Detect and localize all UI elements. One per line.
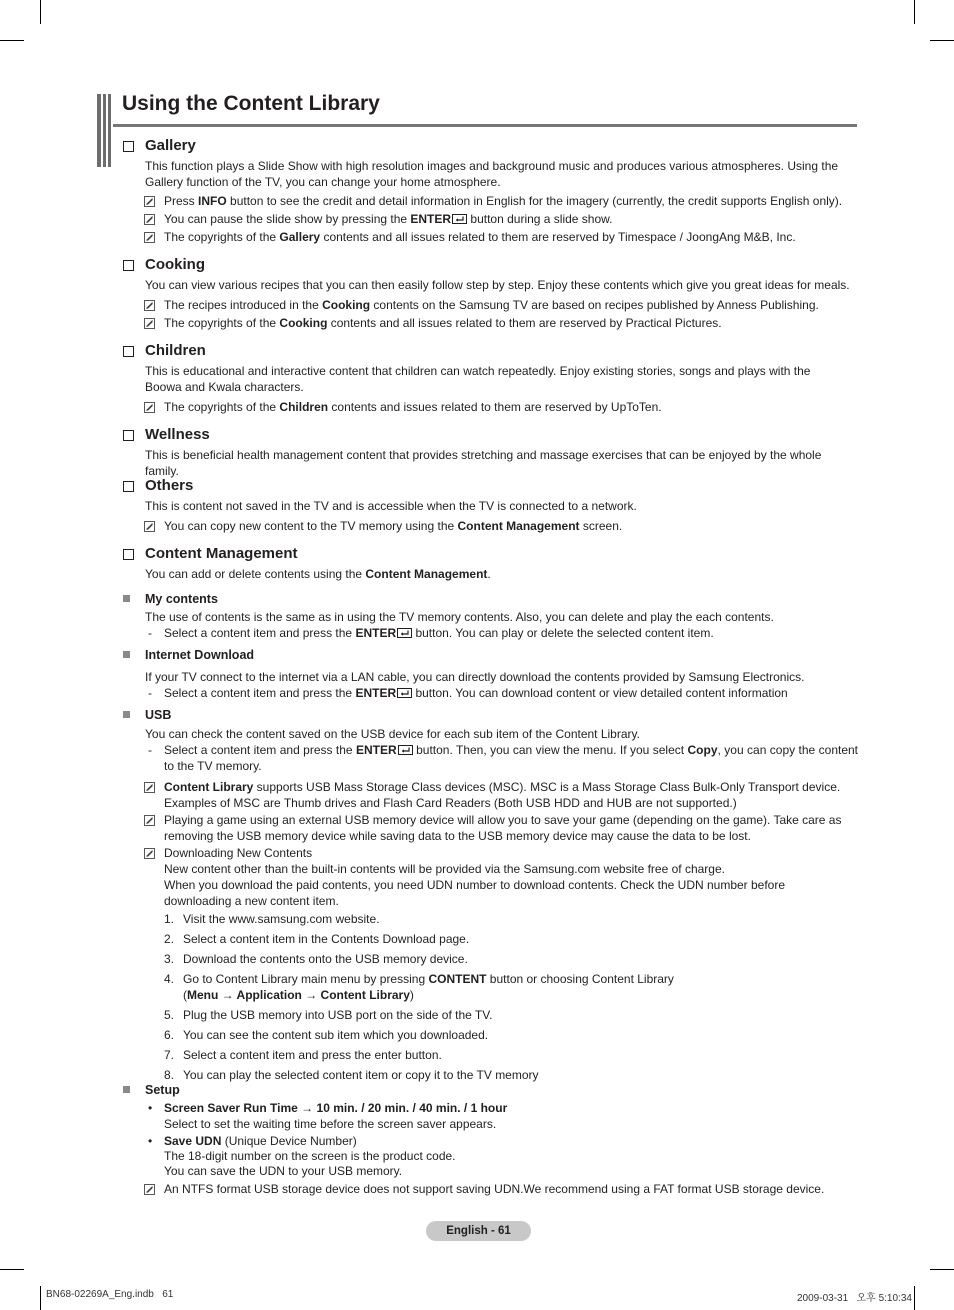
note-icon: [144, 214, 155, 225]
page-title: Using the Content Library: [122, 92, 380, 115]
section-heading: Gallery: [122, 136, 858, 156]
crop-mark: [914, 0, 915, 24]
subsection-my-contents: [122, 591, 858, 641]
numbered-step: 3. Download the contents onto the USB memory device.: [164, 952, 468, 966]
note-icon: [144, 318, 155, 329]
numbered-step: 8. You can play the selected content item or copy it to the TV memory: [164, 1068, 539, 1082]
subsection-internet-download: [122, 647, 858, 701]
note-icon: [144, 196, 155, 207]
note: You can copy new content to the TV memory using the Content Management screen.: [122, 518, 858, 534]
section-heading: Content Management: [122, 544, 858, 564]
section-heading: Cooking: [122, 255, 858, 275]
note: Playing a game using an external USB memory device will allow you to save your game (depending on the game). Take care as removing the USB memory device while saving data to the USB memory device may cause the data to be lost.: [122, 812, 858, 844]
dash-item: - Select a content item and press the ENTER button. You can play or delete the selected content item.: [148, 626, 714, 640]
note-icon: [144, 521, 155, 532]
numbered-step: 5. Plug the USB memory into USB port on the side of the TV.: [164, 1008, 493, 1022]
crop-mark: [930, 40, 954, 41]
numbered-step: 6. You can see the content sub item which you downloaded.: [164, 1028, 489, 1042]
subsection-usb: [122, 707, 858, 1083]
section-heading: Children: [122, 341, 858, 361]
section-heading: Others: [122, 476, 858, 496]
square-bullet-icon: [123, 651, 130, 658]
section-desc: This function plays a Slide Show with high resolution images and background music and produces various atmospheres. Using the Gallery function of the TV, you can change your home atmosphere.: [145, 159, 839, 189]
crop-mark: [0, 40, 24, 41]
section-gallery: [122, 136, 858, 245]
square-bullet-icon: [123, 595, 130, 602]
subsection-desc: If your TV connect to the internet via a LAN cable, you can directly download the contents provided by Samsung Electronics.: [145, 670, 805, 684]
note: The copyrights of the Children contents and issues related to them are reserved by UpToTen.: [122, 399, 858, 415]
crop-mark: [914, 1286, 915, 1310]
note: The recipes introduced in the Cooking contents on the Samsung TV are based on recipes published by Anness Publishing.: [122, 297, 858, 313]
note-icon: [144, 848, 155, 859]
subsection-setup: [122, 1082, 858, 1197]
note: The copyrights of the Cooking contents and all issues related to them are reserved by Practical Pictures.: [122, 315, 858, 331]
note-icon: [144, 300, 155, 311]
note: Press INFO button to see the credit and detail information in English for the imagery (currently, the credit supports English only).: [122, 193, 858, 209]
crop-mark: [40, 0, 41, 24]
header-bars: [97, 94, 111, 167]
square-bullet-icon: [123, 1086, 130, 1093]
note: The copyrights of the Gallery contents and all issues related to them are reserved by Timespace / JoongAng M&B, Inc.: [122, 229, 858, 245]
note-icon: [144, 402, 155, 413]
subsection-desc: The use of contents is the same as in using the TV memory contents. Also, you can delete and play the each contents.: [145, 610, 774, 624]
enter-icon: [452, 214, 467, 224]
numbered-step: 2. Select a content item in the Contents Download page.: [164, 932, 470, 946]
enter-icon: [397, 628, 412, 638]
note-icon: [144, 1184, 155, 1195]
enter-icon: [397, 688, 412, 698]
section-others: [122, 476, 858, 534]
title-rule: [113, 124, 857, 127]
numbered-step: 1. Visit the www.samsung.com website.: [164, 912, 380, 926]
footer-file-label: BN68-02269A_Eng.indb 61: [46, 1289, 174, 1300]
section-desc: This is beneficial health management content that provides stretching and massage exercises that can be enjoyed by the whole family.: [145, 448, 822, 478]
checkbox-icon: [123, 141, 134, 152]
subsection-heading: Internet Download: [122, 647, 858, 663]
section-content-management: [122, 544, 858, 582]
section-cooking: [122, 255, 858, 331]
subsection-heading: USB: [122, 707, 858, 723]
checkbox-icon: [123, 430, 134, 441]
numbered-step: 7. Select a content item and press the enter button.: [164, 1048, 442, 1062]
square-bullet-icon: [123, 711, 130, 718]
page-number-badge: English - 61: [426, 1221, 531, 1241]
crop-mark: [0, 1269, 24, 1270]
section-desc: You can add or delete contents using the Content Management.: [145, 567, 491, 581]
section-desc: This is educational and interactive content that children can watch repeatedly. Enjoy existing stories, songs and plays with the Boowa and Kwala characters.: [145, 364, 811, 394]
bullet-item: • Save UDN (Unique Device Number) The 18-digit number on the screen is the product code. You can save the UDN to your USB memory.: [148, 1134, 456, 1178]
subsection-heading: Setup: [122, 1082, 858, 1098]
checkbox-icon: [123, 260, 134, 271]
subsection-desc: You can check the content saved on the USB device for each sub item of the Content Library.: [145, 727, 640, 741]
crop-mark: [930, 1269, 954, 1270]
note: You can pause the slide show by pressing the ENTER button during a slide show.: [122, 211, 858, 227]
note: Downloading New Contents New content other than the built-in contents will be provided via the Samsung.com website free of charge. When you download the paid contents, you need UDN number to download contents. Check the UDN number before downloading a new content item.: [122, 845, 858, 909]
note: Content Library supports USB Mass Storage Class devices (MSC). MSC is a Mass Storage Class Bulk-Only Transport device. Examples of MSC are Thumb drives and Flash Card Readers (Both USB HDD and HUB are not supported.): [122, 779, 858, 811]
footer-timestamp: 2009-03-31 오후 5:10:34: [797, 1293, 912, 1304]
section-desc: You can view various recipes that you can then easily follow step by step. Enjoy these contents which give you great ideas for meals.: [145, 278, 850, 292]
dash-item: - Select a content item and press the ENTER button. You can download content or view detailed content information: [148, 686, 788, 700]
dash-item: - Select a content item and press the ENTER button. Then, you can view the menu. If you select Copy, you can copy the content to the TV memory.: [148, 743, 859, 773]
enter-icon: [398, 745, 413, 755]
subsection-heading: My contents: [122, 591, 858, 607]
crop-mark: [40, 1286, 41, 1310]
section-wellness: [122, 425, 858, 479]
section-desc: This is content not saved in the TV and is accessible when the TV is connected to a network.: [145, 499, 637, 513]
note: An NTFS format USB storage device does not support saving UDN.We recommend using a FAT format USB storage device.: [122, 1181, 858, 1197]
note-icon: [144, 782, 155, 793]
note-icon: [144, 232, 155, 243]
checkbox-icon: [123, 346, 134, 357]
checkbox-icon: [123, 481, 134, 492]
note-icon: [144, 815, 155, 826]
bullet-item: • Screen Saver Run Time → 10 min. / 20 min. / 40 min. / 1 hour Select to set the waiting time before the screen saver appears.: [148, 1101, 508, 1131]
section-children: [122, 341, 858, 415]
numbered-step: 4. Go to Content Library main menu by pressing CONTENT button or choosing Content Library (Menu → Application → Content Library): [164, 972, 674, 1002]
section-heading: Wellness: [122, 425, 858, 445]
checkbox-icon: [123, 549, 134, 560]
